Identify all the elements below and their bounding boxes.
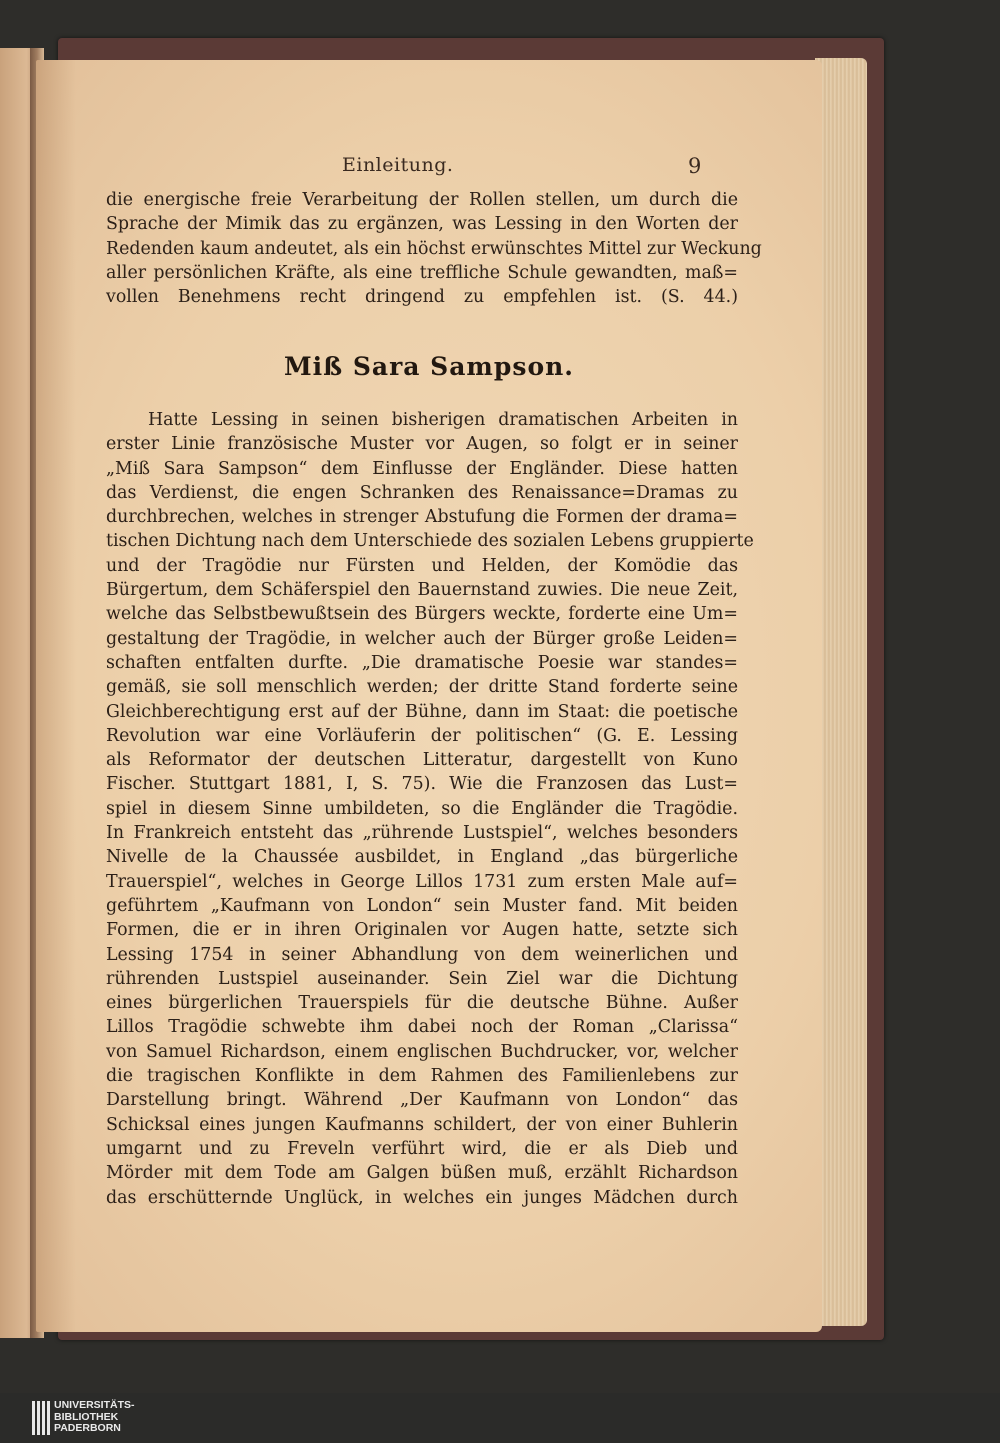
text-line: gestaltung der Tragödie, in welcher auch der Bürger große Leiden= — [106, 628, 738, 649]
text-line: rührenden Lustspiel auseinander. Sein Ziel war die Dichtung — [106, 968, 738, 989]
text-line: Bürgertum, dem Schäferspiel den Bauernstand zuwies. Die neue Zeit, — [106, 580, 738, 601]
logo-line: PADERBORN — [54, 1422, 121, 1434]
right-page — [36, 60, 822, 1332]
text-line: In Frankreich entsteht das „rührende Lustspiel“, welches besonders — [106, 823, 738, 844]
text-line: Gleichberechtigung erst auf der Bühne, dann im Staat: die poetische — [106, 701, 738, 722]
text-line: die tragischen Konflikte in dem Rahmen des Familienlebens zur — [106, 1066, 738, 1087]
text-line: eines bürgerlichen Trauerspiels für die deutsche Bühne. Außer — [106, 993, 738, 1014]
text-line: die energische freie Verarbeitung der Rollen stellen, um durch die — [106, 190, 738, 210]
text-line: vollen Benehmens recht dringend zu empfehlen ist. (S. 44.) — [106, 287, 738, 308]
text-line: Schicksal eines jungen Kaufmanns schildert, der von einer Buhlerin — [106, 1114, 738, 1135]
text-line: und der Tragödie nur Fürsten und Helden, der Komödie das — [106, 555, 738, 576]
text-line: gemäß, sie soll menschlich werden; der dritte Stand forderte seine — [106, 677, 738, 698]
text-line: Hatte Lessing in seinen bisherigen dramatischen Arbeiten in — [148, 410, 738, 430]
text-line: Darstellung bringt. Während „Der Kaufmann von London“ das — [106, 1090, 738, 1111]
section-heading: Miß Sara Sampson. — [283, 352, 574, 381]
text-line: spiel in diesem Sinne umbildeten, so die Engländer die Tragödie. — [106, 798, 738, 819]
text-line: welche das Selbstbewußtsein des Bürgers weckte, forderte eine Um= — [106, 604, 738, 625]
logo-line: BIBLIOTHEK — [54, 1410, 119, 1423]
library-footer — [0, 1393, 1000, 1443]
text-line: Formen, die er in ihren Originalen vor Augen hatte, setzte sich — [106, 920, 738, 941]
text-line: erster Linie französische Muster vor Augen, so folgt er in seiner — [106, 434, 738, 455]
text-line: durchbrechen, welches in strenger Abstufung die Formen der drama= — [106, 507, 738, 528]
intro-paragraph — [106, 188, 762, 309]
text-line: Trauerspiel“, welches in George Lillos 1731 zum ersten Male auf= — [106, 871, 738, 892]
text-line: Nivelle de la Chaussée ausbildet, in England „das bürgerliche — [106, 847, 738, 868]
running-head: Einleitung. — [342, 154, 454, 176]
text-line: schaften entfalten durfte. „Die dramatische Poesie war standes= — [106, 652, 738, 673]
library-logo-icon — [32, 1401, 50, 1435]
text-line: als Reformator der deutschen Litteratur, dargestellt von Kuno — [106, 750, 738, 771]
text-line: Sprache der Mimik das zu ergänzen, was Lessing in den Worten der — [106, 214, 738, 235]
page-number: 9 — [688, 154, 702, 178]
text-line: umgarnt und zu Freveln verführt wird, die er als Dieb und — [106, 1138, 738, 1159]
text-line: geführtem „Kaufmann von London“ sein Muster fand. Mit beiden — [106, 895, 738, 916]
page-edges — [815, 58, 867, 1326]
text-line: tischen Dichtung nach dem Unterschiede des sozialen Lebens gruppierte — [106, 531, 754, 552]
library-logo-text — [54, 1400, 135, 1435]
text-line: von Samuel Richardson, einem englischen Buchdrucker, vor, welcher — [106, 1041, 738, 1062]
text-line: das erschütternde Unglück, in welches ein junges Mädchen durch — [106, 1187, 738, 1208]
text-line: „Miß Sara Sampson“ dem Einflusse der Engländer. Diese hatten — [106, 458, 738, 479]
text-line: das Verdienst, die engen Schranken des Renaissance=Dramas zu — [106, 482, 738, 503]
text-line: Mörder mit dem Tode am Galgen büßen muß, erzählt Richardson — [106, 1163, 738, 1184]
main-paragraph — [106, 408, 754, 1210]
page-header — [36, 154, 822, 184]
logo-line: UNIVERSITÄTS- — [54, 1399, 135, 1411]
text-line: Revolution war eine Vorläuferin der politischen“ (G. E. Lessing — [106, 725, 738, 746]
text-line: Fischer. Stuttgart 1881, I, S. 75). Wie die Franzosen das Lust= — [106, 774, 738, 795]
text-line: Lillos Tragödie schwebte ihm dabei noch der Roman „Clarissa“ — [106, 1017, 738, 1038]
text-line: aller persönlichen Kräfte, als eine treffliche Schule gewandten, maß= — [106, 262, 738, 283]
text-line: Lessing 1754 in seiner Abhandlung von dem weinerlichen und — [106, 944, 738, 965]
text-line: Redenden kaum andeutet, als ein höchst erwünschtes Mittel zur Weckung — [106, 238, 762, 259]
